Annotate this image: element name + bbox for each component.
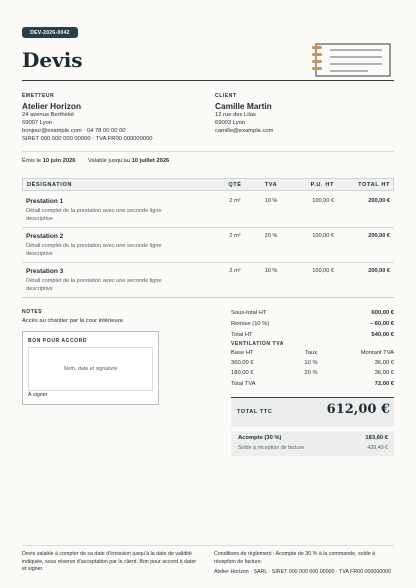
issue-date: [22, 158, 76, 164]
emitter-ids: SIRET 000 000 000 00000 · TVA FR00 000000000: [22, 136, 153, 142]
row-desc-2: descriptive: [26, 286, 53, 292]
row-name: Prestation 3: [26, 268, 64, 275]
footer-company-ids: Atelier Horizon · SARL · SIRET 000 000 000 00000 · TVA FR00 000000000: [214, 569, 392, 575]
col-total: TOTAL HT: [358, 182, 390, 188]
balance-value: 428,40 €: [367, 445, 388, 451]
row-desc-2: descriptive: [26, 251, 53, 257]
client-label: CLIENT: [215, 93, 237, 99]
validity-date-value: 10 juillet 2026: [131, 158, 170, 164]
row-name: Prestation 2: [26, 233, 64, 240]
row-divider: [22, 227, 394, 228]
col-qty: QTÉ: [228, 182, 242, 188]
vat-col-rate: Taux: [304, 350, 318, 356]
validity-date-label: Valable jusqu'au: [88, 158, 130, 164]
signature-footer: À signer: [28, 392, 48, 398]
client-address1: 12 rue des Lilas: [215, 112, 256, 118]
row-vat: 20 %: [264, 233, 278, 239]
row-divider: [22, 262, 394, 263]
discount-value: – 60,00 €: [369, 321, 394, 327]
total-vat-value: 72,00 €: [374, 381, 394, 387]
vat-col-amount: Montant TVA: [360, 350, 394, 356]
row-vat: 10 %: [264, 198, 278, 204]
col-unit-price: P.U. HT: [310, 182, 334, 188]
emitter-name: Atelier Horizon: [22, 101, 82, 111]
binding-rings: [312, 46, 322, 70]
client-address2: 69003 Lyon: [215, 120, 246, 126]
vat-row-amount: 36,00 €: [374, 360, 394, 366]
total-ttc-value: 612,00 €: [326, 402, 390, 417]
discount-label: Remise (10 %): [231, 321, 270, 327]
row-qty: 2 m²: [229, 233, 241, 239]
total-vat-label: Total TVA: [231, 381, 256, 387]
total-ht-value: 540,00 €: [371, 332, 394, 338]
vat-row-rate: 10 %: [304, 360, 318, 366]
row-desc: Détail complet de la prestation avec une seconde ligne: [26, 278, 162, 284]
emitter-contact: bonjour@example.com · 04 78 00 00 00: [22, 128, 126, 134]
row-unit-price: 100,00 €: [312, 233, 334, 239]
client-name: Camille Martin: [215, 101, 272, 111]
vat-row-amount: 36,00 €: [374, 370, 394, 376]
balance-label: Solde à réception de facture: [238, 445, 305, 451]
notepad-lines-icon: [312, 42, 394, 78]
footer-legal: Devis valable à compter de sa date d'émission jusqu'à la date de validité indiquée, sous réserve d'acceptation par le client. Bon pour accord à dater et signer.: [22, 551, 197, 573]
row-unit-price: 100,00 €: [312, 198, 334, 204]
client-email: camille@example.com: [215, 128, 274, 134]
quote-reference-badge: DEV-2026-0042: [22, 27, 78, 38]
emitter-address2: 69007 Lyon: [22, 120, 53, 126]
vat-col-base: Base HT: [231, 350, 254, 356]
row-desc: Détail complet de la prestation avec une seconde ligne: [26, 243, 162, 249]
footer-payment-terms: Conditions de règlement : Acompte de 30 % à la commande, solde à réception de facture.: [214, 551, 376, 565]
total-ttc-label: TOTAL TTC: [237, 409, 273, 415]
emitter-label: ÉMETTEUR: [22, 93, 55, 99]
row-unit-price: 100,00 €: [312, 268, 334, 274]
signature-placeholder: Nom, date et signature: [63, 366, 118, 372]
footer-divider: [22, 545, 394, 546]
col-vat: TVA: [264, 182, 278, 188]
vat-row-base: 360,00 €: [231, 360, 254, 366]
validity-date: [88, 158, 169, 164]
deposit-label: Acompte (30 %): [238, 435, 282, 441]
row-name: Prestation 1: [26, 198, 64, 205]
notes-label: NOTES: [22, 309, 43, 315]
issue-date-label: Émis le: [22, 158, 42, 164]
vat-row-base: 180,00 €: [231, 370, 254, 376]
page-title: Devis: [22, 48, 83, 72]
row-total: 200,00 €: [368, 198, 390, 204]
row-desc: Détail complet de la prestation avec une seconde ligne: [26, 208, 162, 214]
subtotal-label: Sous-total HT: [231, 310, 267, 316]
vat-breakdown-label: VENTILATION TVA: [231, 341, 284, 347]
table-header: [22, 178, 394, 191]
vat-row-rate: 20 %: [304, 370, 318, 376]
row-qty: 2 m²: [229, 268, 241, 274]
row-qty: 2 m²: [229, 198, 241, 204]
signature-label: BON POUR ACCORD: [28, 338, 88, 344]
emitter-address1: 24 avenue Berthelot: [22, 112, 74, 118]
col-designation: DÉSIGNATION: [27, 182, 73, 188]
row-desc-2: descriptive: [26, 216, 53, 222]
row-total: 200,00 €: [368, 268, 390, 274]
table-bottom-rule: [22, 297, 394, 298]
notes-text: Accès au chantier par la cour intérieure.: [22, 318, 125, 324]
row-total: 200,00 €: [368, 233, 390, 239]
issue-date-value: 10 juin 2026: [42, 158, 76, 164]
deposit-value: 183,60 €: [365, 435, 388, 441]
total-ht-label: Total HT: [231, 332, 253, 338]
subtotal-value: 600,00 €: [371, 310, 394, 316]
section-divider: [22, 151, 394, 152]
row-vat: 10 %: [264, 268, 278, 274]
header-divider: [22, 80, 394, 81]
